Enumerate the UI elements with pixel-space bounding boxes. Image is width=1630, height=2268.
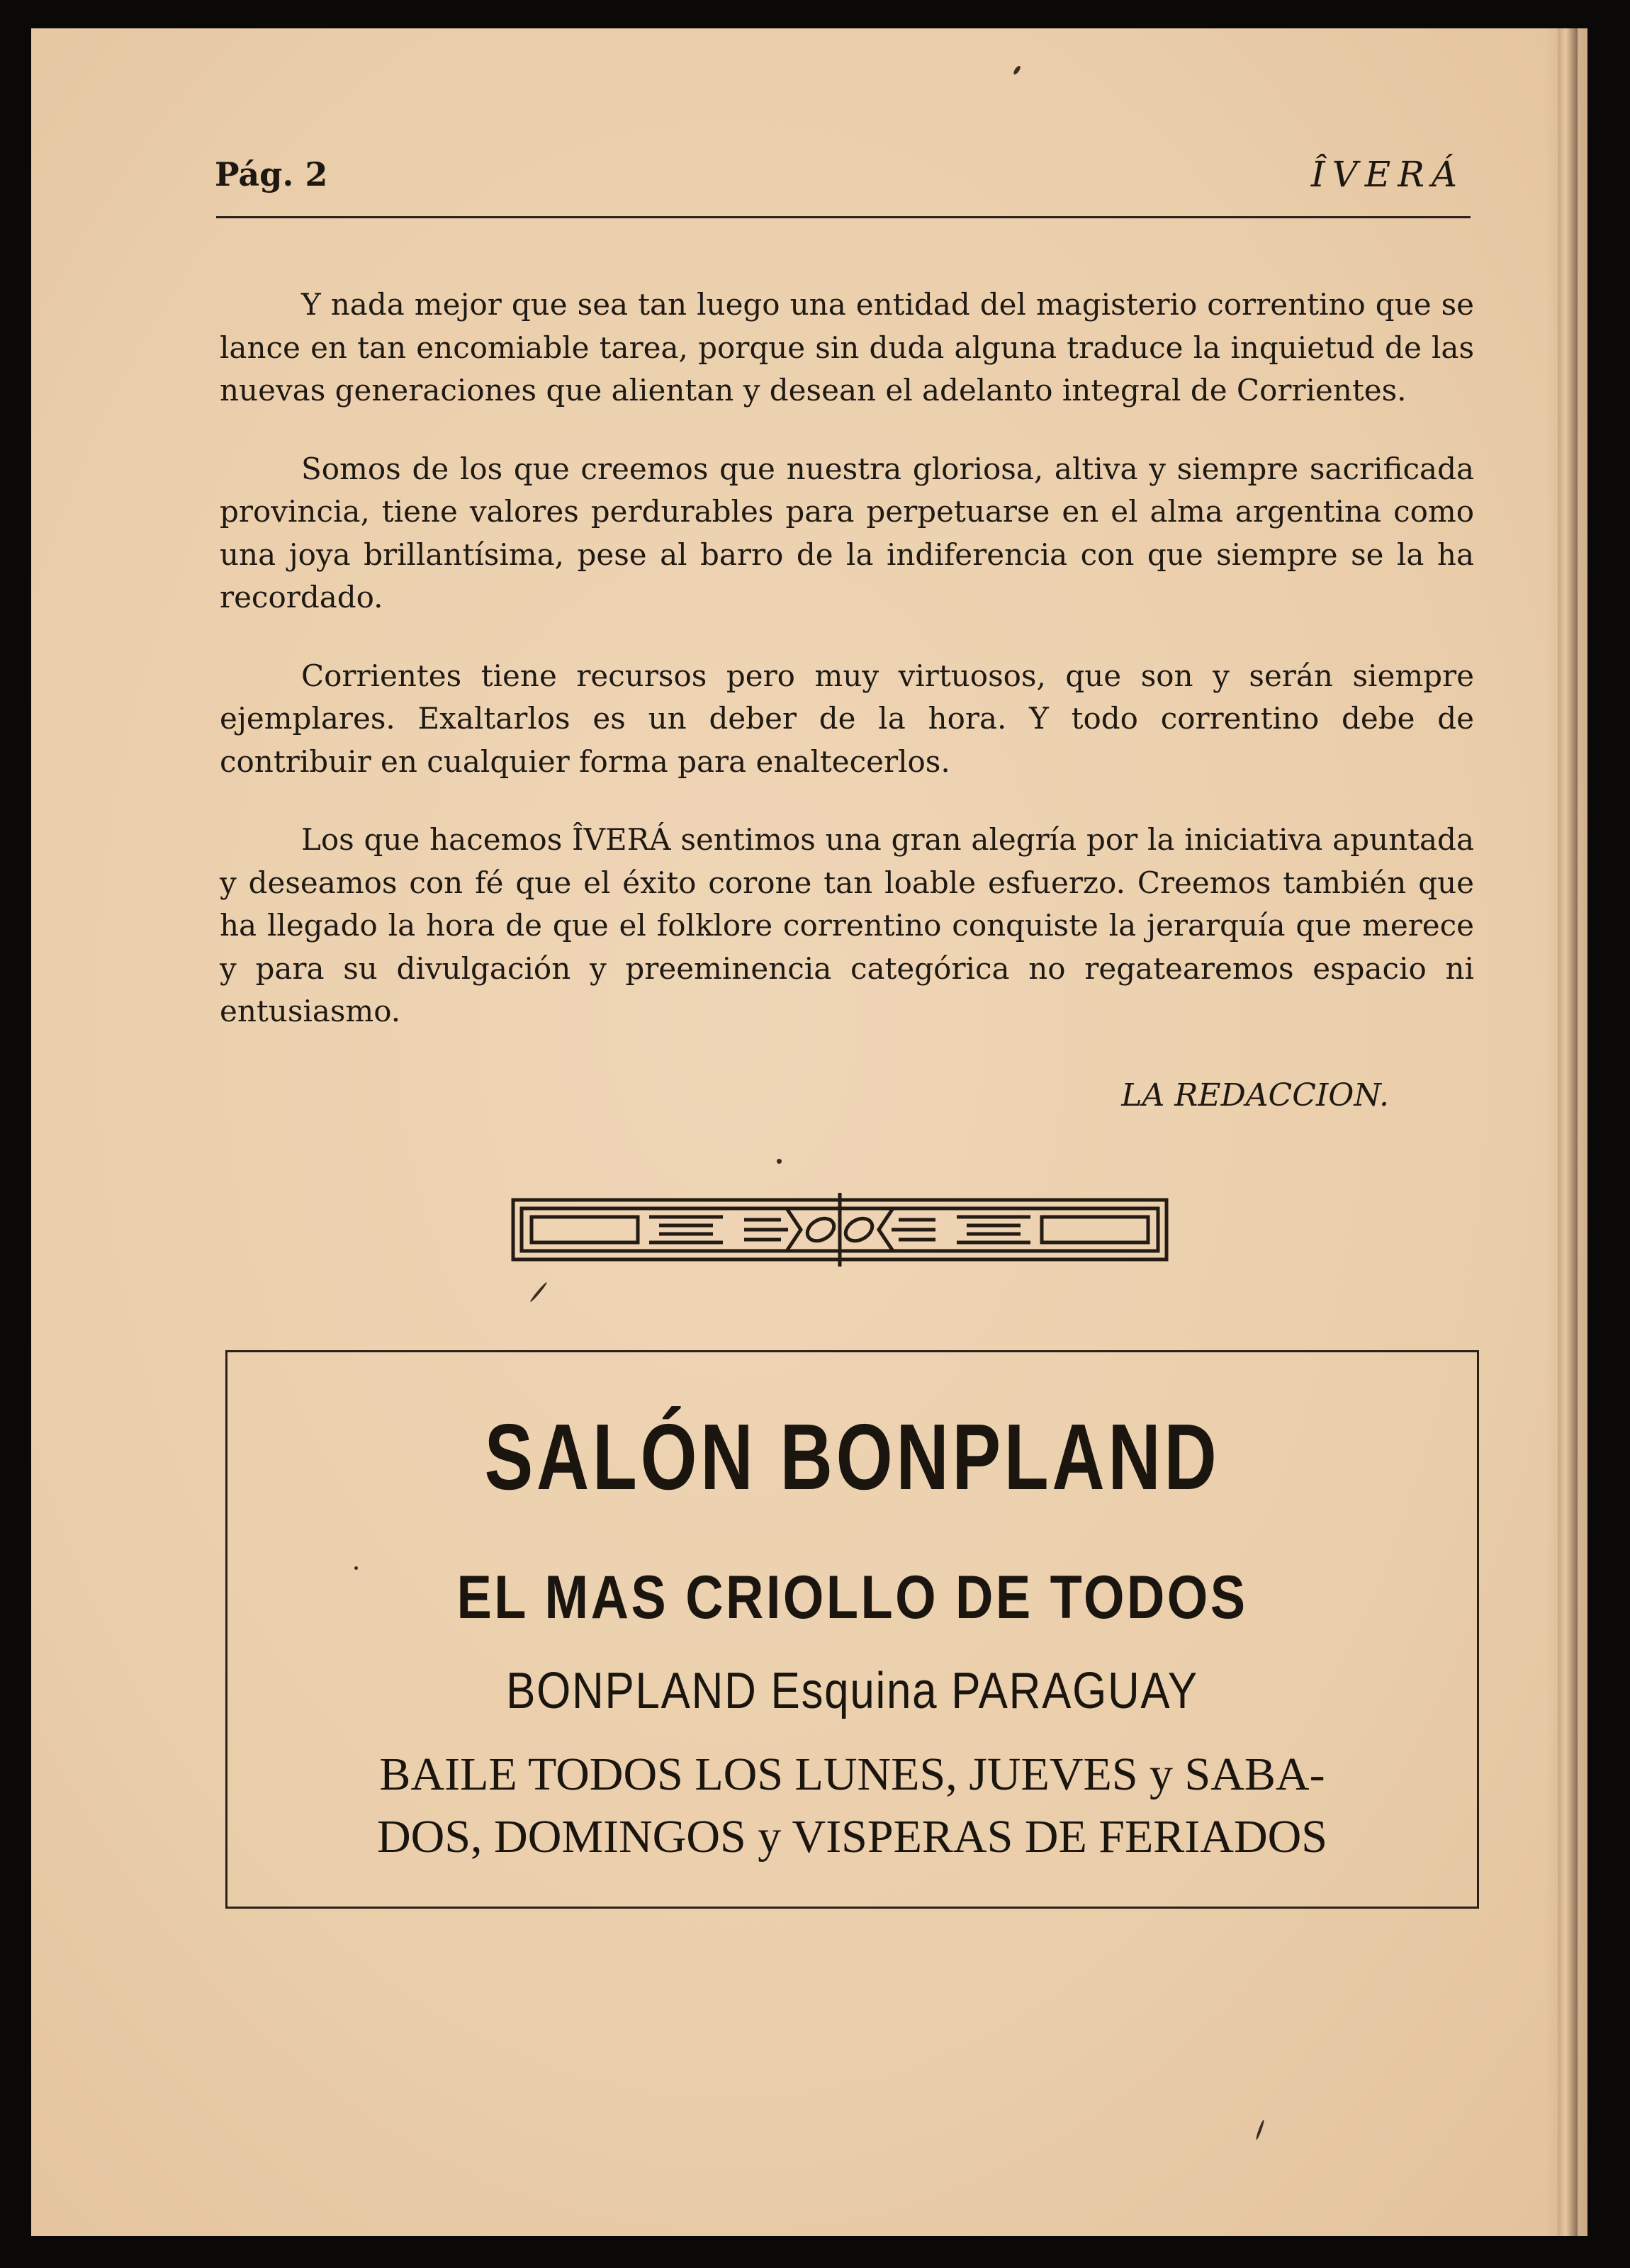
editorial-paragraph: Los que hacemos ÎVERÁ sentimos una gran alegría por la iniciativa apuntada y deseamos con fé que el éxito corone tan loable esfuerzo. Creemos también que ha llegado la hora de que el folklore correntino conquiste la jerarquía que merece y para su divulgación y preeminencia categórica no regatearemos espacio ni entusiasmo. xyxy=(220,822,1474,1028)
advertisement-address: BONPLAND Esquina PARAGUAY xyxy=(506,1663,1198,1719)
editorial-paragraph: Y nada mejor que sea tan luego una entidad del magisterio correntino que se lance en tan encomiable tarea, porque sin duda alguna traduce la inquietud de las nuevas generaciones que alientan y desean el adelanto integral de Corrientes. xyxy=(220,287,1474,408)
advertisement-hours xyxy=(227,1744,1477,1868)
page-number: Pág. 2 xyxy=(215,155,328,193)
paper-speck xyxy=(354,1566,358,1570)
advertisement-box xyxy=(225,1350,1479,1909)
advertisement-hours-line: DOS, DOMINGOS y VISPERAS DE FERIADOS xyxy=(377,1811,1327,1863)
advertisement-tagline: EL MAS CRIOLLO DE TODOS xyxy=(456,1564,1248,1632)
editorial-text xyxy=(220,284,1474,1069)
editorial-signature: LA REDACCION. xyxy=(1121,1077,1389,1113)
advertisement-hours-line: BAILE TODOS LOS LUNES, JUEVES y SABA- xyxy=(379,1748,1325,1800)
greek-key-ornament-icon xyxy=(510,1187,1169,1272)
journal-title: ÎVERÁ xyxy=(1310,154,1464,195)
page-edge xyxy=(1558,28,1578,2236)
header-rule xyxy=(216,216,1471,218)
advertisement-name: SALÓN BONPLAND xyxy=(484,1405,1220,1509)
page-header xyxy=(181,152,1467,223)
editorial-paragraph: Somos de los que creemos que nuestra gloriosa, altiva y siempre sacrificada provincia, tiene valores perdurables para perpetuarse en el alma argentina como una joya brillantísima, pese al barro de la indiferencia con que siempre se la ha recordado. xyxy=(220,451,1474,614)
editorial-paragraph: Corrientes tiene recursos pero muy virtuosos, que son y serán siempre ejemplares. Exaltarlos es un deber de la hora. Y todo correntino debe de contribuir en cualquier forma para enaltecerlos. xyxy=(220,658,1474,779)
paper-speck xyxy=(777,1159,782,1164)
